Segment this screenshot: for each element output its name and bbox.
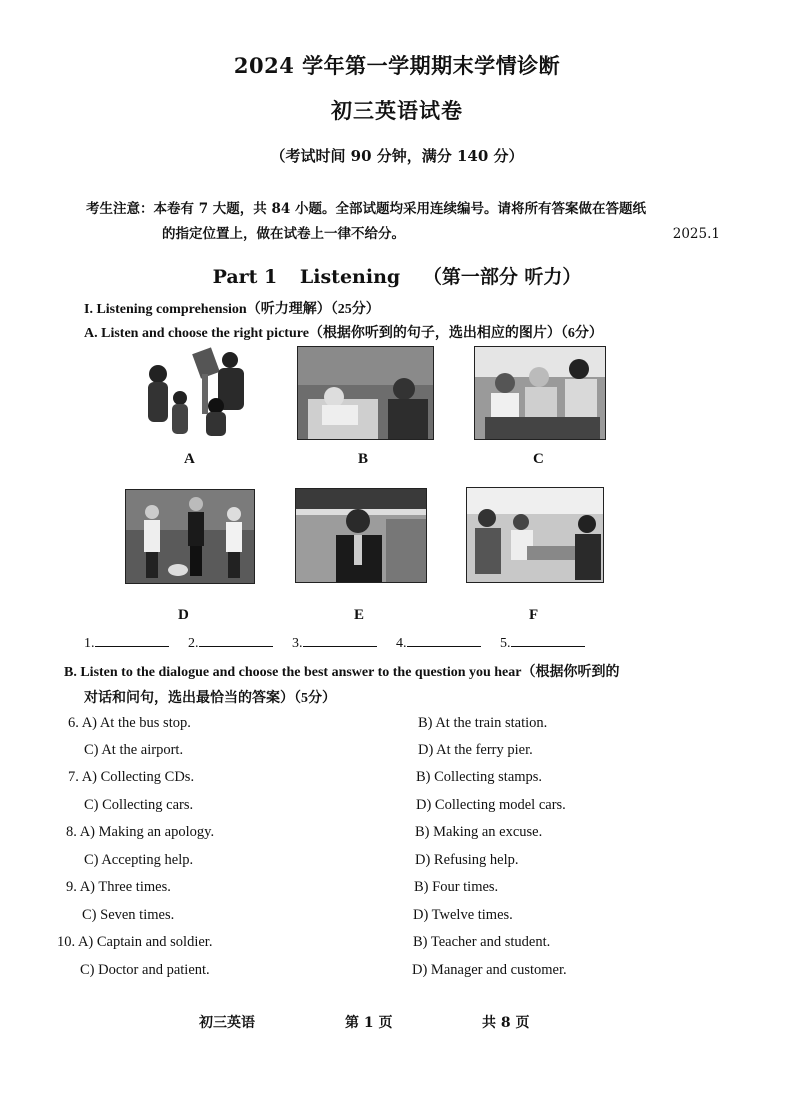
question-10-option-d: D) Manager and customer. (412, 962, 567, 978)
picture-d-label: D (178, 607, 189, 623)
answer-blank[interactable]: 3. (292, 634, 377, 652)
picture-c-label: C (533, 451, 544, 467)
footer-subject: 初三英语 (199, 1015, 255, 1031)
question-7-option-c: C) Collecting cars. (84, 797, 194, 813)
people-walking-icon (126, 490, 254, 583)
question-7-option-a: 7. A) Collecting CDs. (68, 769, 195, 785)
picture-e (295, 488, 427, 583)
question-8-option-d: D) Refusing help. (415, 852, 519, 868)
picture-b-label: B (358, 451, 369, 467)
question-9-option-b: B) Four times. (414, 879, 499, 895)
part-title: Listening (299, 266, 401, 288)
question-8-option-b: B) Making an excuse. (415, 824, 543, 840)
answer-blank[interactable]: 5. (500, 634, 585, 652)
candidate-notice (86, 197, 726, 247)
exam-date: 2025.1 (672, 226, 720, 242)
question-7-option-d: D) Collecting model cars. (416, 797, 566, 813)
section-b-heading: B. Listen to the dialogue and choose the best answer to the question you hear（根据你听到的 (64, 665, 620, 680)
question-6-option-b: B) At the train station. (418, 715, 548, 731)
section-listening-comprehension: I. Listening comprehension（听力理解）（25分） (84, 302, 380, 317)
family-decorating-icon (132, 346, 250, 438)
footer-page-number: 第 1 页 (345, 1015, 393, 1031)
question-6-option-c: C) At the airport. (84, 742, 184, 758)
exam-time-note: （考试时间 90 分钟，满分 140 分） (270, 147, 524, 165)
part-number: Part 1 (212, 266, 278, 288)
picture-a (132, 346, 250, 438)
exam-subtitle: 初三英语试卷 (331, 98, 463, 123)
notice-line-1: 考生注意：本卷有 7 大题，共 84 小题。全部试题均采用连续编号。请将所有答案做在答题纸 (86, 201, 646, 217)
section-b-heading-cont: 对话和问句，选出最恰当的答案）（5分） (84, 691, 336, 706)
picture-e-label: E (354, 607, 365, 623)
question-6-option-a: 6. A) At the bus stop. (68, 715, 191, 731)
part-title-cn: （第一部分 听力） (422, 266, 582, 288)
question-8-option-a: 8. A) Making an apology. (66, 824, 215, 840)
picture-d (125, 489, 255, 584)
picture-b (297, 346, 434, 440)
picture-c (474, 346, 606, 440)
section-a-heading: A. Listen and choose the right picture（根据你听到的句子，选出相应的图片）（6分） (84, 326, 603, 341)
part-heading (0, 262, 794, 289)
answer-blank[interactable]: 2. (188, 634, 273, 652)
answer-blanks (84, 634, 601, 652)
answer-blank[interactable]: 1. (84, 634, 169, 652)
question-6-option-d: D) At the ferry pier. (418, 742, 533, 758)
patient-in-bed-icon (298, 347, 433, 439)
picture-f (466, 487, 604, 583)
question-9-option-a: 9. A) Three times. (66, 879, 171, 895)
footer-total-pages: 共 8 页 (482, 1015, 530, 1031)
question-10-option-a: 10. A) Captain and soldier. (57, 934, 213, 950)
picture-a-label: A (184, 451, 195, 467)
picture-f-label: F (529, 607, 539, 623)
exam-title: 2024 学年第一学期期末学情诊断 (233, 53, 561, 78)
question-10-option-b: B) Teacher and student. (413, 934, 551, 950)
question-8-option-c: C) Accepting help. (84, 852, 194, 868)
student-in-uniform-icon (296, 489, 426, 582)
question-9-option-d: D) Twelve times. (413, 907, 513, 923)
question-9-option-c: C) Seven times. (82, 907, 175, 923)
question-7-option-b: B) Collecting stamps. (416, 769, 543, 785)
people-at-table-icon (475, 347, 605, 439)
notice-line-2: 的指定位置上，做在试卷上一律不给分。 (162, 226, 405, 242)
answer-blank[interactable]: 4. (396, 634, 481, 652)
question-10-option-c: C) Doctor and patient. (80, 962, 210, 978)
office-meeting-icon (467, 488, 603, 582)
